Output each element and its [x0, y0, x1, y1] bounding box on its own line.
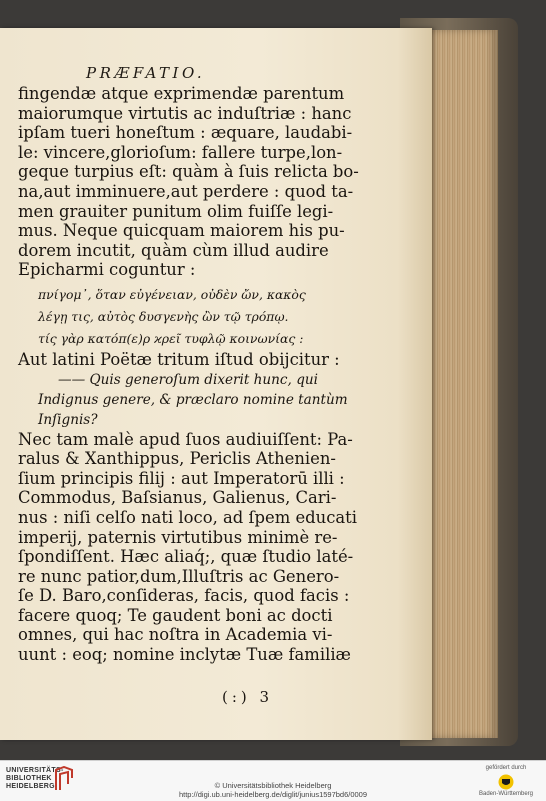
- text-line: re nunc patior,dum,Illuſtris ac Genero-: [18, 566, 340, 586]
- text-block: [18, 84, 422, 665]
- text-line: men grauiter punitum olim fuiſſe legi-: [18, 201, 334, 221]
- text-line: na,aut imminuere,aut perdere : quod ta-: [18, 181, 354, 201]
- sponsor-block[interactable]: [474, 765, 538, 798]
- text-line: dorem incutit, quàm cùm illud audire: [18, 240, 329, 260]
- book-page: [0, 28, 432, 740]
- text-line: Commodus, Baſsianus, Galienus, Cari-: [18, 488, 337, 508]
- copyright-block: [0, 781, 546, 799]
- quote-line: Indignus genere, & præclaro nomine tantùm: [38, 391, 348, 408]
- text-line: ſium principis filij : aut Imperatorū illi :: [18, 468, 345, 488]
- page-edges: [428, 30, 498, 738]
- sponsor-name: Baden-Württemberg: [478, 791, 534, 797]
- text-line: ſpondiſſent. Hæc aliaq́;, quæ ſtudio laté-: [18, 547, 354, 567]
- text-line: ralus & Xanthippus, Periclis Athenien-: [18, 449, 336, 469]
- text-line: facere quoq; Te gaudent boni ac docti: [18, 605, 333, 625]
- greek-line: πνίγομ᾽, ὅταν εὐγένειαν, οὐδὲν ὤν, κακὸς: [38, 286, 306, 302]
- viewer-footer: [0, 760, 546, 801]
- library-line: BIBLIOTHEK: [6, 775, 52, 782]
- library-line: HEIDELBERG: [6, 783, 55, 790]
- greek-line: τίς γὰρ κατόπ(ε)ρ ϰρεῖ τυφλῷ κοινωνίας :: [38, 330, 304, 346]
- text-line: mus. Neque quicquam maiorem his pu-: [18, 221, 345, 241]
- permalink[interactable]: http://digi.ub.uni-heidelberg.de/diglit/junius1597bd6/0009: [178, 790, 368, 799]
- text-line: uunt : eoq; nomine inclytæ Tuæ familiæ: [18, 645, 351, 665]
- text-line: Epicharmi coguntur :: [18, 260, 196, 280]
- copyright-text: © Universitätsbibliothek Heidelberg: [214, 781, 332, 790]
- text-line: imperij, paternis virtutibus minimè re-: [18, 527, 338, 547]
- running-head: PRÆFATIO.: [86, 64, 206, 82]
- text-line: omnes, qui hac noſtra in Academia vi-: [18, 625, 333, 645]
- text-line: maiorumque virtutis ac induſtriæ : hanc: [18, 103, 352, 123]
- text-line: Aut latini Poëtæ tritum iſtud obijcitur :: [18, 349, 340, 369]
- greek-line: λέγῃ τις, αὐτὸς δυσγενὴς ὢν τῷ τρόπῳ.: [38, 308, 289, 324]
- text-line: Nec tam malè apud ſuos audiuiſſent: Pa-: [18, 429, 353, 449]
- text-line: le: vincere,glorioſum: fallere turpe,lon-: [18, 142, 343, 162]
- baden-wuerttemberg-emblem-icon: [498, 774, 514, 790]
- text-line: fingendæ atque exprimendæ parentum: [18, 84, 345, 103]
- signature-mark: (:) 3: [222, 688, 274, 706]
- quote-line: —— Quis generoſum dixerit hunc, qui: [58, 371, 318, 388]
- library-line: UNIVERSITÄTS-: [6, 767, 64, 774]
- sponsor-caption: gefördert durch: [485, 765, 527, 771]
- quote-line: Inſignis?: [38, 411, 98, 428]
- text-line: ipſam tueri honeſtum : æquare, laudabi-: [18, 123, 353, 143]
- text-line: nus : niſi celſo nati loco, ad ſpem educati: [18, 507, 358, 527]
- text-line: ſe D. Baro,conſideras, facis, quod facis :: [18, 586, 350, 606]
- text-line: geque turpius eſt: quàm à ſuis relicta bo-: [18, 162, 359, 182]
